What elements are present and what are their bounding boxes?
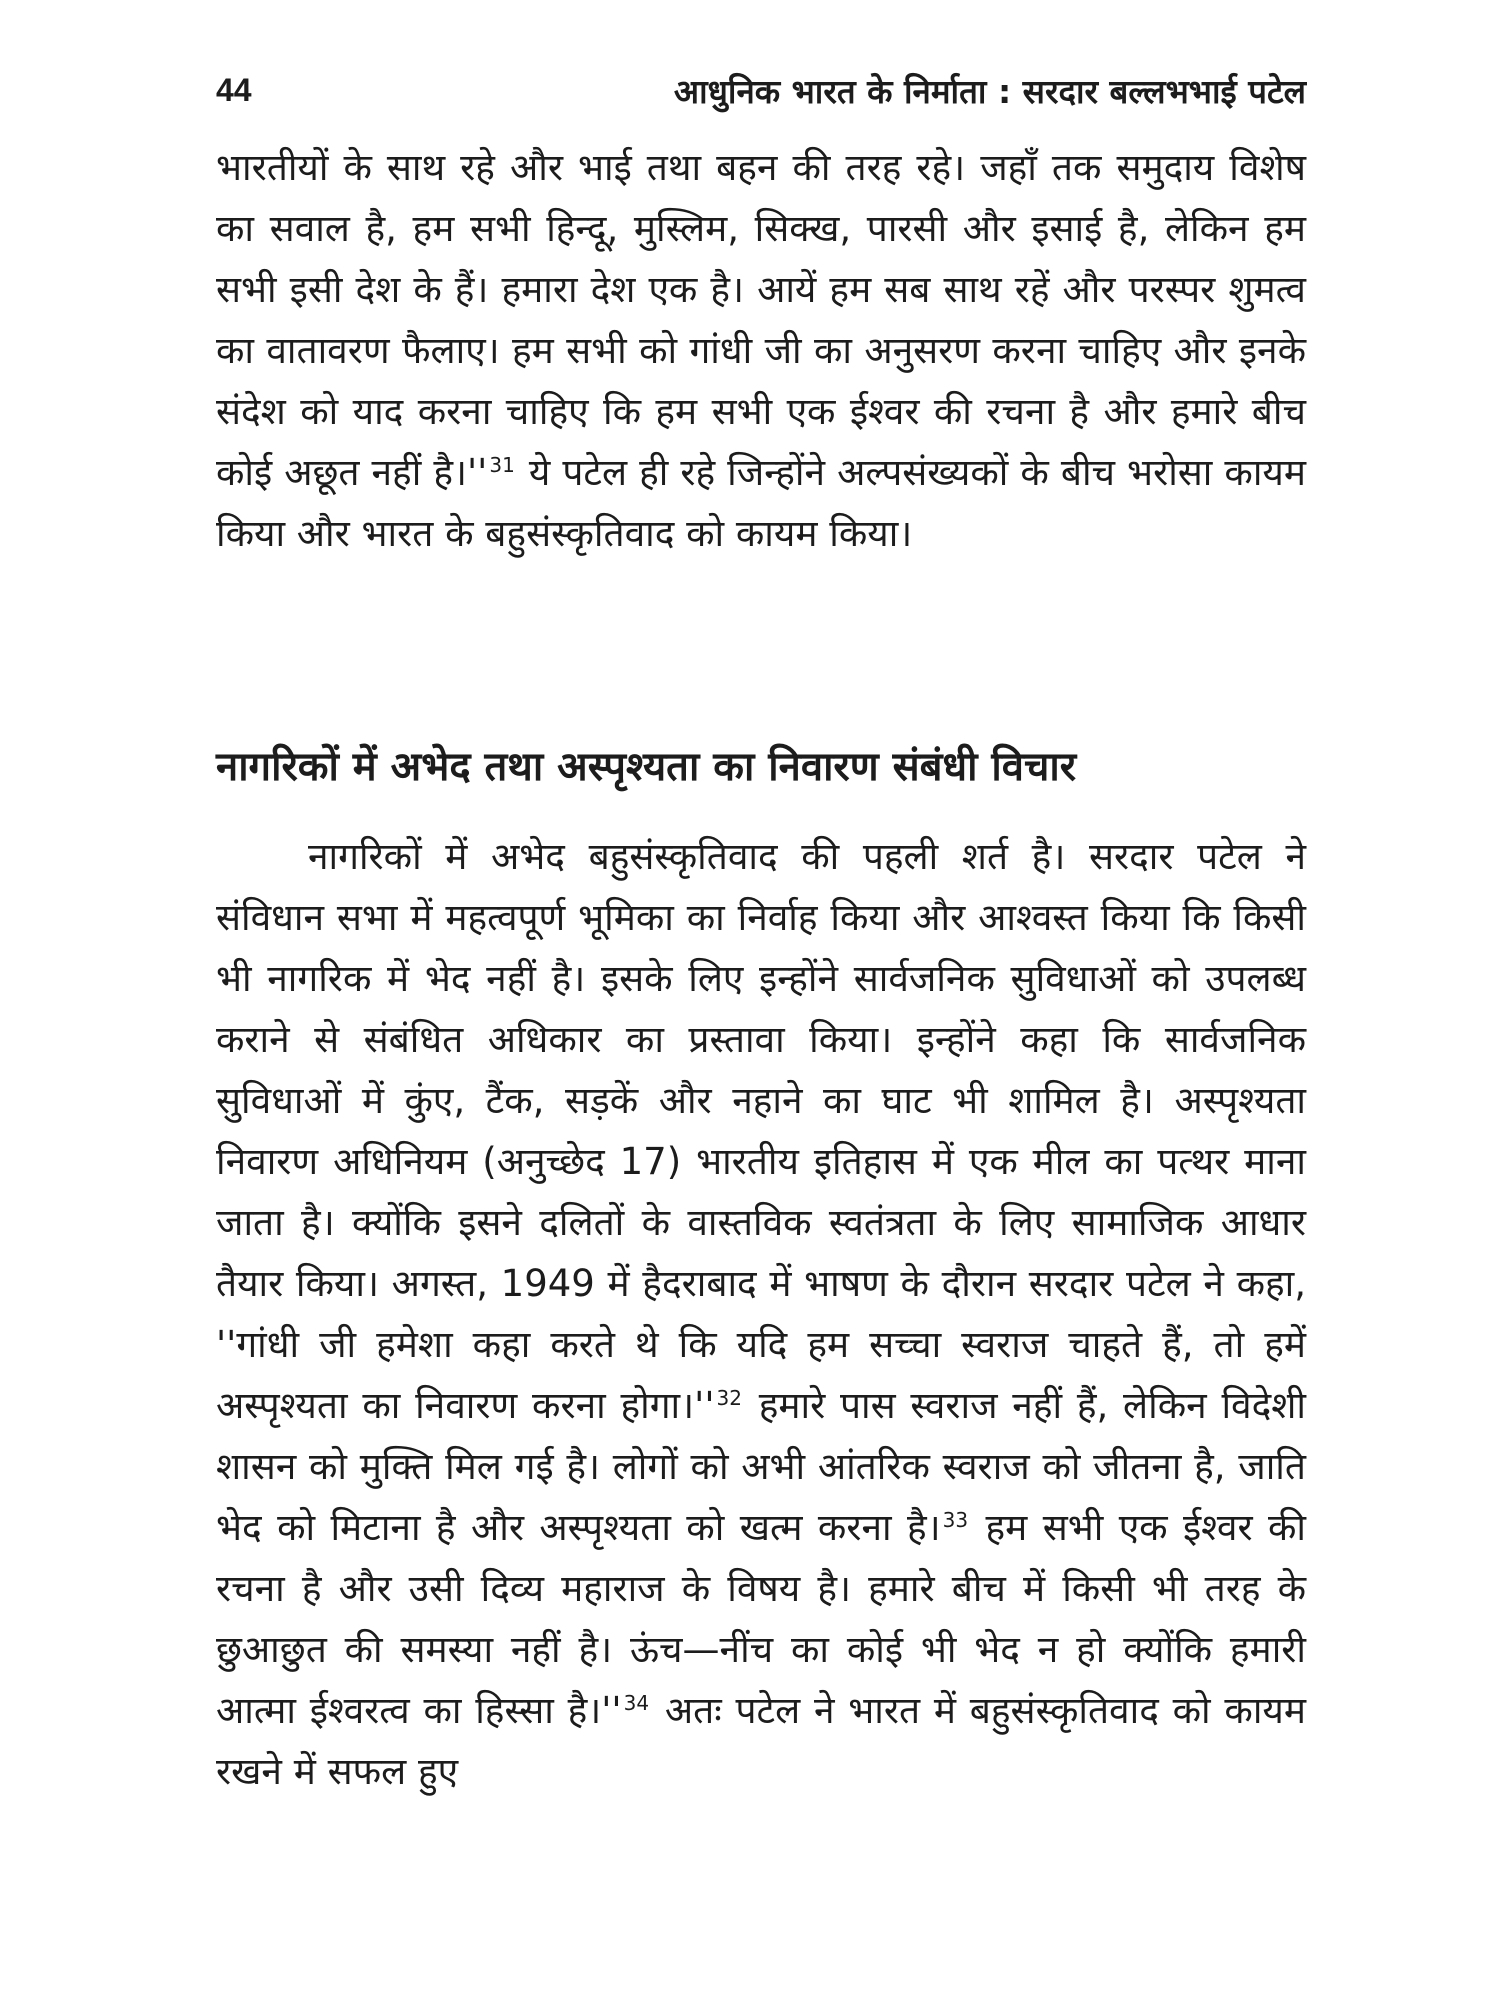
paragraph-1-text-b: ये पटेल ही रहे जिन्होंने अल्पसंख्यकों के बीच भरोसा कायम किया और भारत के बहुसंस्कृतिवाद को कायम किया। (216, 451, 1306, 555)
paragraph-2-text-c: हम सभी एक ईश्वर की रचना है और उसी दिव्य महाराज के विषय है। हमारे बीच में किसी भी तरह के छुआछुत की समस्या नहीं है। ऊंच—नींच का कोई भी भेद न हो क्योंकि हमारी आत्मा ईश्वरत्व का हिस्सा है।'' (216, 1506, 1306, 1732)
paragraph-2-text-a: नागरिकों में अभेद बहुसंस्कृतिवाद की पहली शर्त है। सरदार पटेल ने संविधान सभा में महत्वपूर्ण भूमिका का निर्वाह किया और आश्वस्त किया कि किसी भी नागरिक में भेद नहीं है। इसके लिए इन्होंने सार्वजनिक सुविधाओं को उपलब्ध कराने से संबंधित अधिकार का प्रस्तावा किया। इन्होंने कहा कि सार्वजनिक सुविधाओं में कुंए, टैंक, सड़कें और नहाने का घाट भी शामिल है। अस्पृश्यता निवारण अधिनियम (अनुच्छेद 17) भारतीय इतिहास में एक मील का पत्थर माना जाता है। क्योंकि इसने दलितों के वास्तविक स्वतंत्रता के लिए सामाजिक आधार तैयार किया। अगस्त, 1949 में हैदराबाद में भाषण के दौरान सरदार पटेल ने कहा, ''गांधी जी हमेशा कहा करते थे कि यदि हम सच्चा स्वराज चाहते हैं, तो हमें अस्पृश्यता का निवारण करना होगा।'' (216, 835, 1306, 1427)
paragraph-2-text-b: हमारे पास स्वराज नहीं हैं, लेकिन विदेशी शासन को मुक्ति मिल गई है। लोगों को अभी आंतरिक स्वराज को जीतना है, जाति भेद को मिटाना है और अस्पृश्यता को खत्म करना है। (216, 1384, 1306, 1549)
page-number: 44 (216, 71, 252, 108)
footnote-ref-33: 33 (942, 1507, 969, 1532)
footnote-ref-34: 34 (623, 1690, 650, 1715)
running-header (216, 60, 1306, 120)
paragraph-1-text-a: भारतीयों के साथ रहे और भाई तथा बहन की तरह रहे। जहाँ तक समुदाय विशेष का सवाल है, हम सभी हिन्दू, मुस्लिम, सिक्ख, पारसी और इसाई है, लेकिन हम सभी इसी देश के हैं। हमारा देश एक है। आयें हम सब साथ रहें और परस्पर शुमत्व का वातावरण फैलाए। हम सभी को गांधी जी का अनुसरण करना चाहिए और इनके संदेश को याद करना चाहिए कि हम सभी एक ईश्वर की रचना है और हमारे बीच कोई अछूत नहीं है।'' (216, 146, 1306, 494)
paragraph-2-text-d: अतः पटेल ने भारत में बहुसंस्कृतिवाद को कायम रखने में सफल हुए (216, 1689, 1306, 1793)
running-title: आधुनिक भारत के निर्माता : सरदार बल्लभभाई पटेल (673, 71, 1306, 111)
paragraph-1 (216, 137, 1306, 564)
footnote-ref-31: 31 (489, 452, 515, 477)
section-heading: नागरिकों में अभेद तथा अस्पृश्यता का निवारण संबंधी विचार (216, 744, 1077, 790)
footnote-ref-32: 32 (716, 1385, 742, 1410)
paragraph-2 (216, 826, 1306, 1802)
